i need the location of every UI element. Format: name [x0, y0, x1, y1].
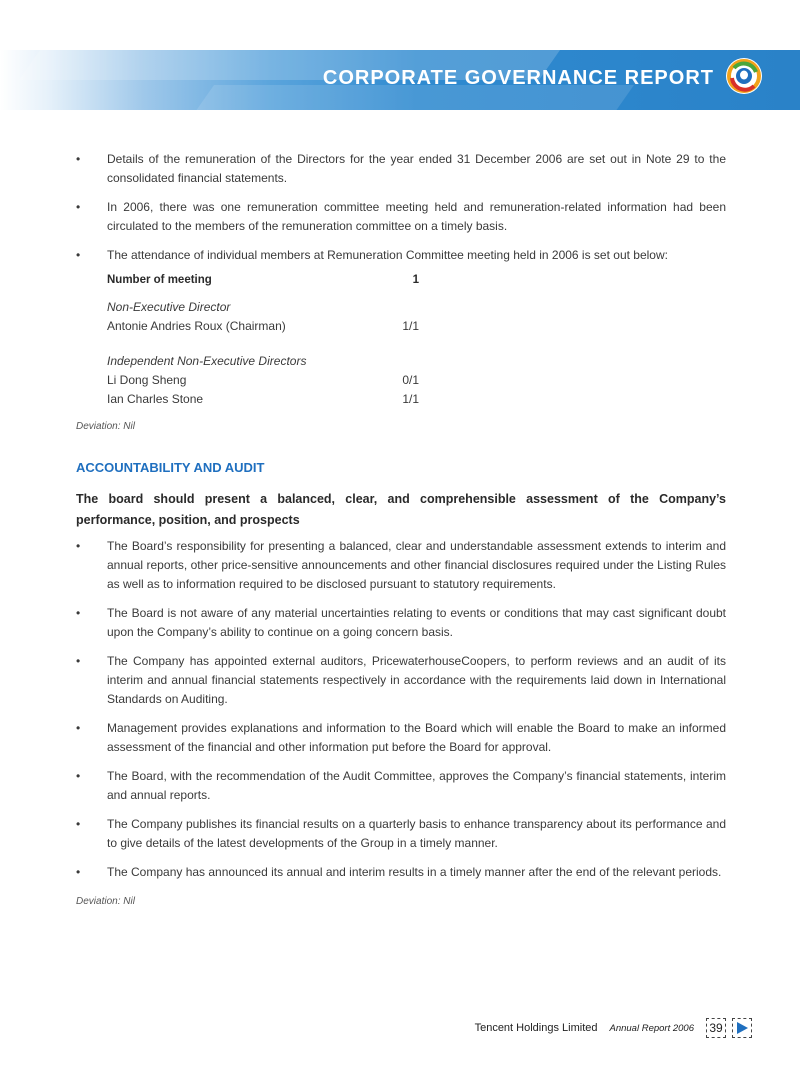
remuneration-bullets	[76, 150, 726, 265]
deviation-note: Deviation: Nil	[76, 421, 135, 432]
next-page-arrow-icon[interactable]	[732, 1018, 752, 1038]
list-item: • The attendance of individual members at Remuneration Committee meeting held in 2006 is set out below:	[76, 248, 668, 262]
list-item: • The Board is not aware of any material uncertainties relating to events or conditions that may cast significant doubt upon the Company’s ability to continue on a going concern basis.	[76, 606, 726, 639]
table-row: Ian Charles Stone 1/1	[107, 392, 419, 406]
list-item: • The Company has appointed external auditors, PricewaterhouseCoopers, to perform reviews and an audit of its interim and annual financial statements respectively in accordance with the requirements laid down in International Standards on Auditing.	[76, 654, 726, 706]
list-item: • The Board’s responsibility for presenting a balanced, clear and understandable assessment extends to interim and annual reports, other price-sensitive announcements and other financial disclosures required under the Listing Rules as well as to information required to be disclosed pursuant to statutory requirements.	[76, 539, 726, 591]
list-item: • The Board, with the recommendation of the Audit Committee, approves the Company’s financial statements, interim and annual reports.	[76, 769, 726, 802]
list-item: • Details of the remuneration of the Directors for the year ended 31 December 2006 are set out in Note 29 to the consolidated financial statements.	[76, 152, 726, 185]
page-title: CORPORATE GOVERNANCE REPORT	[322, 67, 714, 89]
attendance-header-value: 1	[412, 274, 419, 286]
table-row: Antonie Andries Roux (Chairman) 1/1	[107, 319, 419, 333]
deviation-note: Deviation: Nil	[76, 896, 135, 907]
attendance-category: Independent Non-Executive Directors	[107, 354, 307, 368]
list-item: • The Company has announced its annual and interim results in a timely manner after the end of the relevant periods.	[76, 865, 722, 879]
accountability-bullets	[76, 537, 726, 882]
list-item: • The Company publishes its financial results on a quarterly basis to enhance transparency about its performance and to give details of the latest developments of the Group in a timely manner.	[76, 817, 726, 850]
page-number: 39	[706, 1018, 726, 1038]
section-heading: ACCOUNTABILITY AND AUDIT	[76, 460, 265, 475]
header-banner	[0, 50, 800, 110]
page-footer	[475, 1017, 752, 1039]
attendance-header-row	[107, 271, 419, 290]
footer-report-title: Annual Report 2006	[609, 1022, 694, 1034]
table-row: Li Dong Sheng 0/1	[107, 373, 419, 387]
list-item: • In 2006, there was one remuneration committee meeting held and remuneration-related information had been circulated to the members of the remuneration committee on a timely basis.	[76, 200, 726, 233]
attendance-category: Non-Executive Director	[107, 300, 231, 314]
next-page-arrow-icon[interactable]	[735, 1021, 749, 1035]
attendance-table	[107, 271, 726, 409]
section-subheading: The board should present a balanced, clear, and comprehensible assessment of the Company’s performance, position, and prospects	[76, 492, 726, 527]
tencent-logo-icon	[724, 56, 764, 96]
list-item: • Management provides explanations and information to the Board which will enable the Board to make an informed assessment of the financial and other information put before the Board for approval.	[76, 721, 726, 754]
footer-company: Tencent Holdings Limited	[474, 1022, 598, 1034]
attendance-header-label: Number of meeting	[107, 274, 212, 286]
page-content	[76, 150, 726, 911]
